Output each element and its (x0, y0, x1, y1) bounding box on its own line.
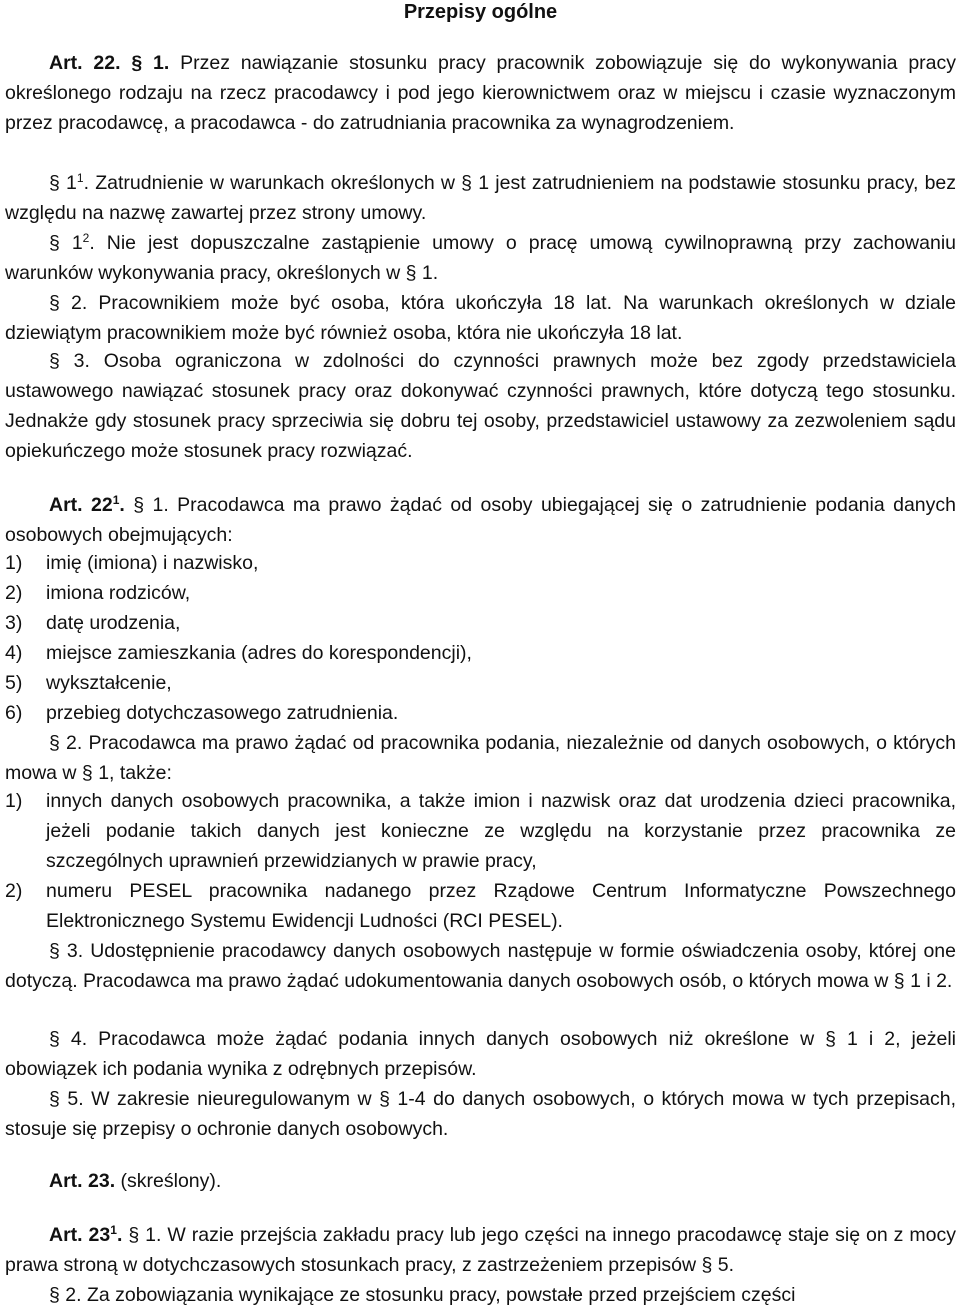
list-item (5, 638, 956, 668)
art23-1-par1 (5, 1220, 956, 1280)
list-item-text: imiona rodziców, (46, 582, 191, 604)
art23-1-par1-text: § 1. W razie przejścia zakładu pracy lub jego części na innego pracodawcę staje się on z mocy prawa stroną w dotychczasowych stosunkach pracy, z zastrzeżeniem przepisów § 5. (5, 1224, 956, 1276)
art22-par1-label: § 1. (131, 52, 170, 74)
list-item-number: 2) (5, 880, 23, 902)
art22-1-par1 (5, 490, 956, 550)
list-item-text: innych danych osobowych pracownika, a także imion i nazwisk oraz dat urodzenia dzieci pracownika, jeżeli podanie takich danych jest konieczne ze względu na korzystanie przez pracownika ze szczególnych uprawnień przewidzianych w prawie pracy, (46, 790, 956, 872)
art22-par1-2-sup: 2 (82, 231, 90, 245)
art22-label: Art. 22. (49, 52, 121, 74)
list-item-number: 1) (5, 552, 23, 574)
list-item-text: wykształcenie, (46, 672, 172, 694)
list-item-text: imię (imiona) i nazwisko, (46, 552, 259, 574)
list-item-number: 5) (5, 672, 23, 694)
art22-par1 (5, 48, 956, 138)
art22-1-par2: § 2. Pracodawca ma prawo żądać od pracownika podania, niezależnie od danych osobowych, o których mowa w § 1, także: (5, 732, 956, 784)
art22-par1-1-text: . Zatrudnienie w warunkach określonych w § 1 jest zatrudnieniem na podstawie stosunku pracy, bez względu na nazwę zawartej przez strony umowy. (5, 172, 957, 224)
art22-par1-2-label: § 1 (49, 232, 83, 254)
list-item-number: 4) (5, 642, 23, 664)
art22-par1-1-sup: 1 (76, 171, 84, 185)
list-item (5, 608, 956, 638)
art23-label: Art. 23. (49, 1170, 116, 1192)
section-title: Przepisy ogólne (403, 1, 558, 23)
art23 (5, 1166, 956, 1196)
art22-par1-1 (5, 168, 956, 228)
art22-1-par1-text: § 1. Pracodawca ma prawo żądać od osoby ubiegającej się o zatrudnienie podania danych osobowych obejmujących: (5, 494, 956, 546)
art22-1-par5: § 5. W zakresie nieuregulowanym w § 1-4 do danych osobowych, o których mowa w tych przepisach, stosuje się przepisy o ochronie danych osobowych. (5, 1088, 956, 1140)
art22-par1-2-text: . Nie jest dopuszczalne zastąpienie umowy o pracę umową cywilnoprawną przy zachowaniu warunków wykonywania pracy, określonych w § 1. (5, 232, 957, 284)
list-item (5, 698, 956, 728)
list-item-text: miejsce zamieszkania (adres do korespondencji), (46, 642, 472, 664)
art22-par1-text: Przez nawiązanie stosunku pracy pracownik zobowiązuje się do wykonywania pracy określonego rodzaju na rzecz pracodawcy i pod jego kierownictwem oraz w miejscu i czasie wyznaczonym przez pracodawcę, a pracodawca - do zatrudniania pracownika za wynagrodzeniem. (5, 52, 957, 134)
art22-par2: § 2. Pracownikiem może być osoba, która ukończyła 18 lat. Na warunkach określonych w dziale dziewiątym pracownikiem może być również osoba, która nie ukończyła 18 lat. (5, 292, 956, 344)
art22-1-label: Art. $22^1$. (49, 493, 125, 516)
art23-1-par2: § 2. Za zobowiązania wynikające ze stosunku pracy, powstałe przed przejściem części (49, 1284, 796, 1306)
list-item (5, 876, 956, 936)
art22-par1-2 (5, 228, 956, 288)
list-item-text: przebieg dotychczasowego zatrudnienia. (46, 702, 399, 724)
list-item-number: 6) (5, 702, 23, 724)
art23-text: (skreślony). (115, 1170, 222, 1192)
art22-par1-1-label: § 1 (49, 172, 77, 194)
list-item-number: 2) (5, 582, 23, 604)
art22-par3: § 3. Osoba ograniczona w zdolności do czynności prawnych może bez zgody przedstawiciela ustawowego nawiązać stosunek pracy oraz dokonywać czynności prawnych, które dotyczą tego stosunku. Jednakże gdy stosunek pracy sprzeciwia się dobru tej osoby, przedstawiciel ustawowy za zezwoleniem sądu opiekuńczego może stosunek pracy rozwiązać. (5, 350, 956, 462)
list-item (5, 548, 956, 578)
list-item (5, 578, 956, 608)
art22-1-par4: § 4. Pracodawca może żądać podania innych danych osobowych niż określone w § 1 i 2, jeżeli obowiązek ich podania wynika z odrębnych przepisów. (5, 1028, 956, 1080)
list-item-number: 1) (5, 790, 23, 812)
art22-1-par3: § 3. Udostępnienie pracodawcy danych osobowych następuje w formie oświadczenia osoby, której one dotyczą. Pracodawca ma prawo żądać udokumentowania danych osobowych osób, o których mowa w § 1 i 2. (5, 940, 956, 992)
list-item-text: numeru PESEL pracownika nadanego przez Rządowe Centrum Informatyczne Powszechnego Elektronicznego Systemu Ewidencji Ludności (RCI PESEL). (46, 880, 956, 932)
art23-1-label: Art. $23^1$. (49, 1223, 123, 1246)
list-item (5, 668, 956, 698)
list-item-number: 3) (5, 612, 23, 634)
list-item-text: datę urodzenia, (46, 612, 181, 634)
list-item (5, 786, 956, 876)
